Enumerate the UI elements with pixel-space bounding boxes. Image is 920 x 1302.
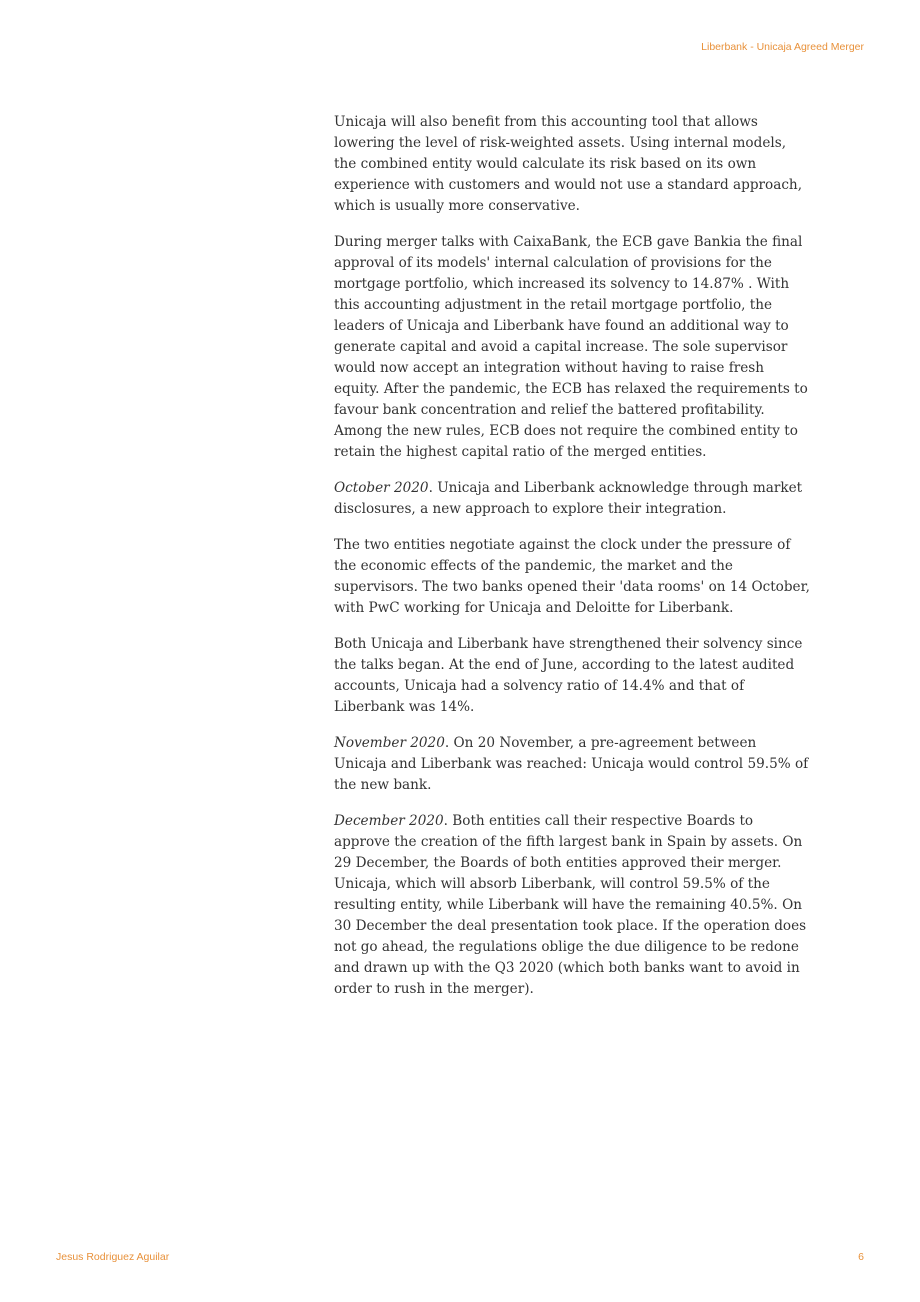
running-header-title: Liberbank - Unicaja Agreed Merger — [701, 41, 864, 53]
paragraph-risk-weighted-assets: Unicaja will also benefit from this accounting tool that allows lowering the level of risk-weighted assets. Using internal models, the combined entity would calculate its risk based on its own experience with customers and would not use a standard approach, which is usually more conservative. — [334, 114, 803, 214]
paragraph-solvency: Both Unicaja and Liberbank have strengthened their solvency since the talks began. At the end of June, according to the latest audited accounts, Unicaja had a solvency ratio of 14.4% and that of Liberbank was 14%. — [334, 636, 803, 715]
paragraph-december-2020-text: . Both entities call their respective Boards to approve the creation of the fifth largest bank in Spain by assets. On 29 December, the Boards of both entities approved their merger. Unicaja, which will absorb Liberbank, will control 59.5% of the resulting entity, while Liberbank will have the remaining 40.5%. On 30 December the deal presentation took place. If the operation does not go ahead, the regulations oblige the due diligence to be redone and drawn up with the Q3 2020 (which both banks want to avoid in order to rush in the merger). — [334, 813, 807, 997]
date-october-2020: October 2020 — [334, 480, 429, 496]
paragraph-november-2020-text: . On 20 November, a pre-agreement between Unicaja and Liberbank was reached: Unicaja would control 59.5% of the new bank. — [334, 735, 809, 793]
paragraph-october-2020-text: . Unicaja and Liberbank acknowledge through market disclosures, a new approach to explore their integration. — [334, 480, 803, 517]
paragraph-ecb-bankia-approval: During merger talks with CaixaBank, the ECB gave Bankia the final approval of its models' internal calculation of provisions for the mortgage portfolio, which increased its solvency to 14.87% . With this accounting adjustment in the retail mortgage portfolio, the leaders of Unicaja and Liberbank have found an additional way to generate capital and avoid a capital increase. The sole supervisor would now accept an integration without having to raise fresh equity. After the pandemic, the ECB has relaxed the requirements to favour bank concentration and relief the battered profitability. Among the new rules, ECB does not require the combined entity to retain the highest capital ratio of the merged entities. — [334, 234, 808, 460]
date-december-2020: December 2020 — [334, 813, 444, 829]
date-november-2020: November 2020 — [334, 735, 445, 751]
paragraph-october-2020 — [334, 478, 810, 520]
article-body — [334, 112, 810, 1015]
paragraph-december-2020 — [334, 811, 810, 1000]
paragraph-data-rooms: The two entities negotiate against the clock under the pressure of the economic effects of the pandemic, the market and the supervisors. The two banks opened their 'data rooms' on 14 October, with PwC working for Unicaja and Deloitte for Liberbank. — [334, 537, 810, 616]
page-number: 6 — [858, 1251, 864, 1263]
paragraph-november-2020 — [334, 733, 810, 796]
footer-author: Jesus Rodriguez Aguilar — [56, 1251, 170, 1263]
